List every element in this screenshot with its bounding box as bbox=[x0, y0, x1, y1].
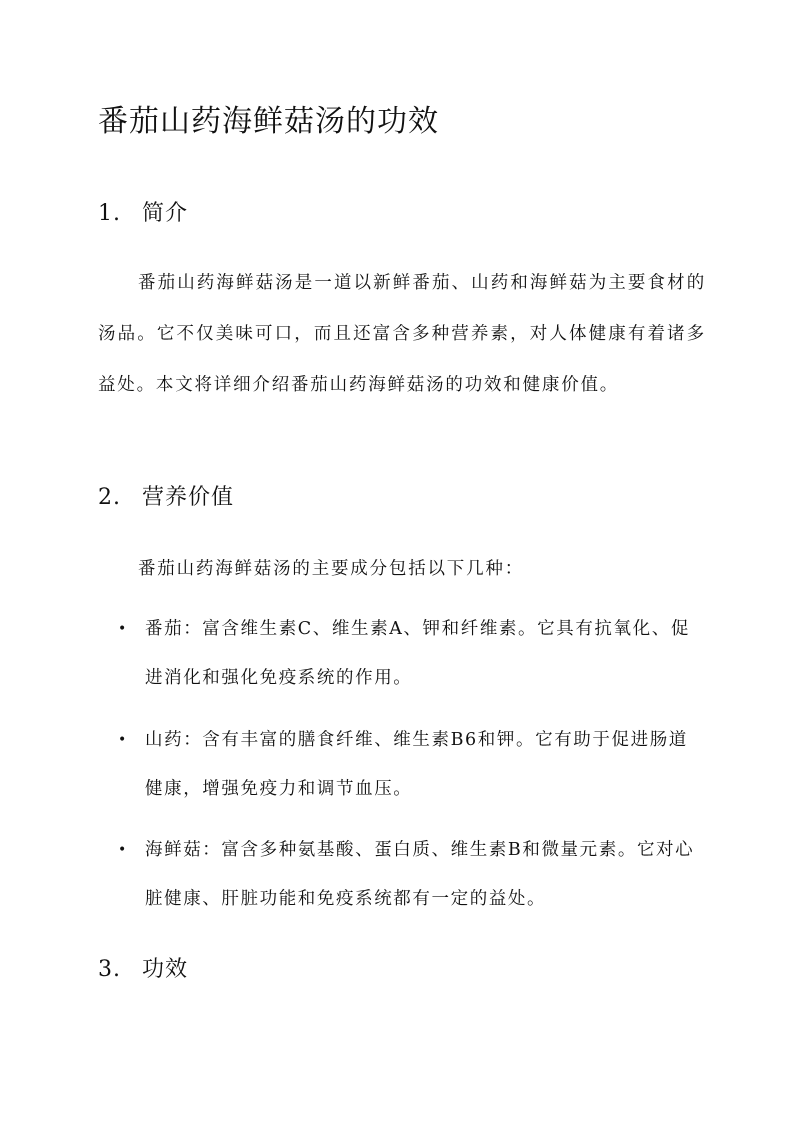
document-title: 番茄山药海鲜菇汤的功效 bbox=[98, 104, 439, 139]
list-item-text: 山药：含有丰富的膳食纤维、维生素B6和钾。它有助于促进肠道健康，增强免疫力和调节血压。 bbox=[145, 730, 688, 799]
section-number: 3. bbox=[98, 957, 121, 982]
section-title: 功效 bbox=[142, 957, 189, 982]
section-number: 2. bbox=[98, 485, 121, 510]
list-item-text: 番茄：富含维生素C、维生素A、钾和纤维素。它具有抗氧化、促进消化和强化免疫系统的作用。 bbox=[145, 619, 690, 688]
section-heading-intro bbox=[98, 196, 188, 227]
section-title: 营养价值 bbox=[142, 485, 235, 510]
bullet-icon: • bbox=[118, 621, 128, 637]
bullet-icon: • bbox=[118, 842, 128, 858]
section-title: 简介 bbox=[142, 201, 189, 226]
section-heading-effects bbox=[98, 952, 188, 983]
section-number: 1. bbox=[98, 201, 121, 226]
list-item bbox=[118, 826, 703, 924]
intro-paragraph: 番茄山药海鲜菇汤是一道以新鲜番茄、山药和海鲜菇为主要食材的汤品。它不仅美味可口，而且还富含多种营养素，对人体健康有着诸多益处。本文将详细介绍番茄山药海鲜菇汤的功效和健康价值。 bbox=[98, 273, 706, 395]
section-heading-nutrition bbox=[98, 480, 234, 511]
bullet-icon: • bbox=[118, 732, 128, 748]
nutrition-intro-text: 番茄山药海鲜菇汤的主要成分包括以下几种： bbox=[138, 559, 524, 579]
list-item bbox=[118, 716, 703, 814]
list-item-text: 海鲜菇：富含多种氨基酸、蛋白质、维生素B和微量元素。它对心脏健康、肝脏功能和免疫系统都有一定的益处。 bbox=[145, 840, 695, 909]
list-item bbox=[118, 605, 703, 703]
